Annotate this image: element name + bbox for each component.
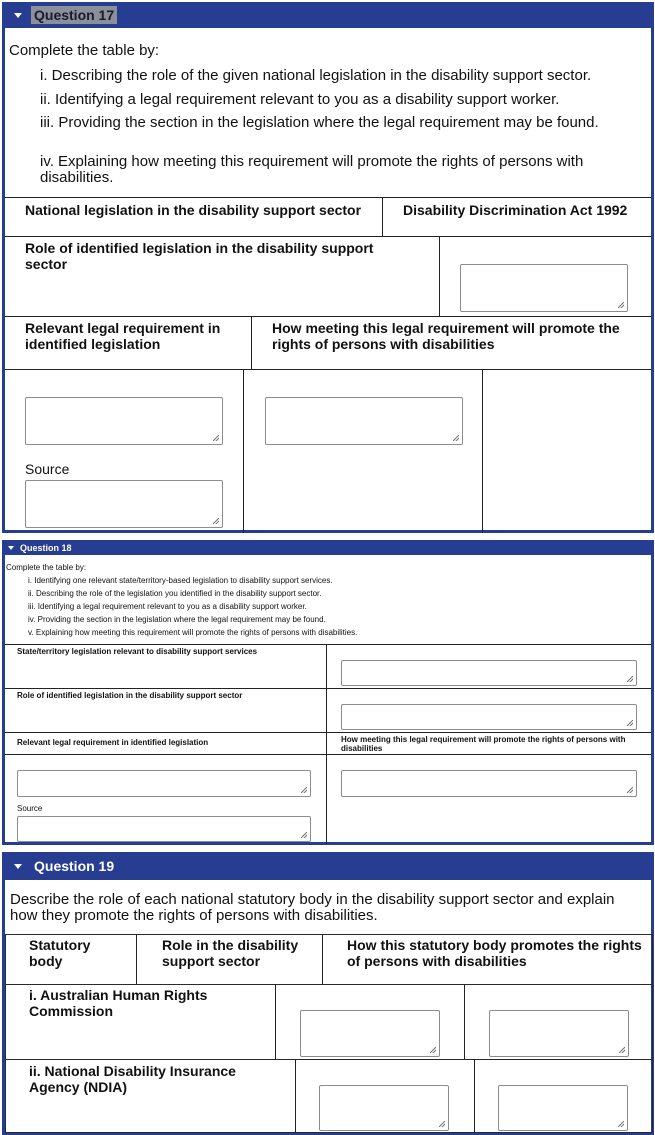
q18-requirement-col: Relevant legal requirement in identified legislation <box>17 738 209 747</box>
q17-promote-col: How meeting this legal requirement will promote the rights of persons with disabilities <box>272 320 620 353</box>
q18-source-label: Source <box>17 804 43 813</box>
q19-header[interactable] <box>2 852 654 880</box>
q19-col-promote: How this statutory body promotes the rights of persons with disabilities <box>347 937 642 970</box>
q18-state-legislation-input[interactable] <box>341 660 637 686</box>
q19-body-1: i. Australian Human Rights Commission <box>29 987 208 1020</box>
collapse-caret-icon[interactable] <box>8 546 14 550</box>
q17-legislation-value: Disability Discrimination Act 1992 <box>403 202 628 218</box>
collapse-caret-icon[interactable] <box>14 13 22 18</box>
q17-title: Question 17 <box>31 6 117 24</box>
q18-item-2: ii. Describing the role of the legislation you identified in the disability support sector. <box>28 589 322 598</box>
q17-intro: Complete the table by: <box>9 42 160 59</box>
q18-role-label: Role of identified legislation in the disability support sector <box>17 691 243 700</box>
q18-item-3: iii. Identifying a legal requirement relevant to you as a disability support worker. <box>28 602 307 611</box>
q17-requirement-col: Relevant legal requirement in identified legislation <box>25 320 221 353</box>
q18-title: Question 18 <box>20 542 72 553</box>
q17-source-input[interactable] <box>25 480 223 528</box>
q19-body-1-role-input[interactable] <box>300 1010 440 1057</box>
q17-item-3: iii. Providing the section in the legislation where the legal requirement may be found. <box>40 114 599 131</box>
q18-item-1: i. Identifying one relevant state/territory-based legislation to disability support services. <box>28 576 333 585</box>
q18-item-4: iv. Providing the section in the legislation where the legal requirement may be found. <box>28 615 326 624</box>
q18-promote-input[interactable] <box>341 770 637 797</box>
q18-role-input[interactable] <box>341 704 637 730</box>
q18-promote-col: How meeting this legal requirement will promote the rights of persons with disabilities <box>341 735 626 754</box>
q18-source-input[interactable] <box>17 816 311 842</box>
q17-item-2: ii. Identifying a legal requirement relevant to you as a disability support worker. <box>40 91 560 108</box>
q19-body-2: ii. National Disability Insurance Agency (NDIA) <box>29 1063 236 1096</box>
q17-promote-input[interactable] <box>265 397 463 445</box>
q19-title: Question 19 <box>34 858 115 874</box>
q18-state-legislation-label: State/territory legislation relevant to disability support services <box>17 647 258 656</box>
q18-requirement-input[interactable] <box>17 770 311 797</box>
q19-body-2-promote-input[interactable] <box>498 1085 628 1131</box>
q17-source-label: Source <box>25 461 70 477</box>
q19-intro: Describe the role of each national statutory body in the disability support sector and explain how they promote the rights of persons with disabilities. <box>10 891 615 924</box>
q17-national-legislation-label: National legislation in the disability support sector <box>25 202 362 218</box>
q19-col-body: Statutory body <box>29 937 91 970</box>
q17-role-label: Role of identified legislation in the disability support sector <box>25 240 374 273</box>
q19-col-role: Role in the disability support sector <box>162 937 299 970</box>
q17-role-input[interactable] <box>460 264 628 312</box>
q17-requirement-input[interactable] <box>25 397 223 445</box>
q18-intro: Complete the table by: <box>6 563 87 572</box>
q19-body-2-role-input[interactable] <box>319 1085 449 1131</box>
q17-header[interactable] <box>2 2 654 28</box>
q18-item-5: v. Explaining how meeting this requirement will promote the rights of persons with disabilities. <box>28 628 358 637</box>
collapse-caret-icon[interactable] <box>14 864 22 869</box>
q19-body-1-promote-input[interactable] <box>489 1010 629 1057</box>
q17-item-4: iv. Explaining how meeting this requirement will promote the rights of persons with disabilities. <box>40 153 584 186</box>
q18-header[interactable] <box>2 540 654 555</box>
q17-item-1: i. Describing the role of the given national legislation in the disability support sector. <box>40 67 592 84</box>
